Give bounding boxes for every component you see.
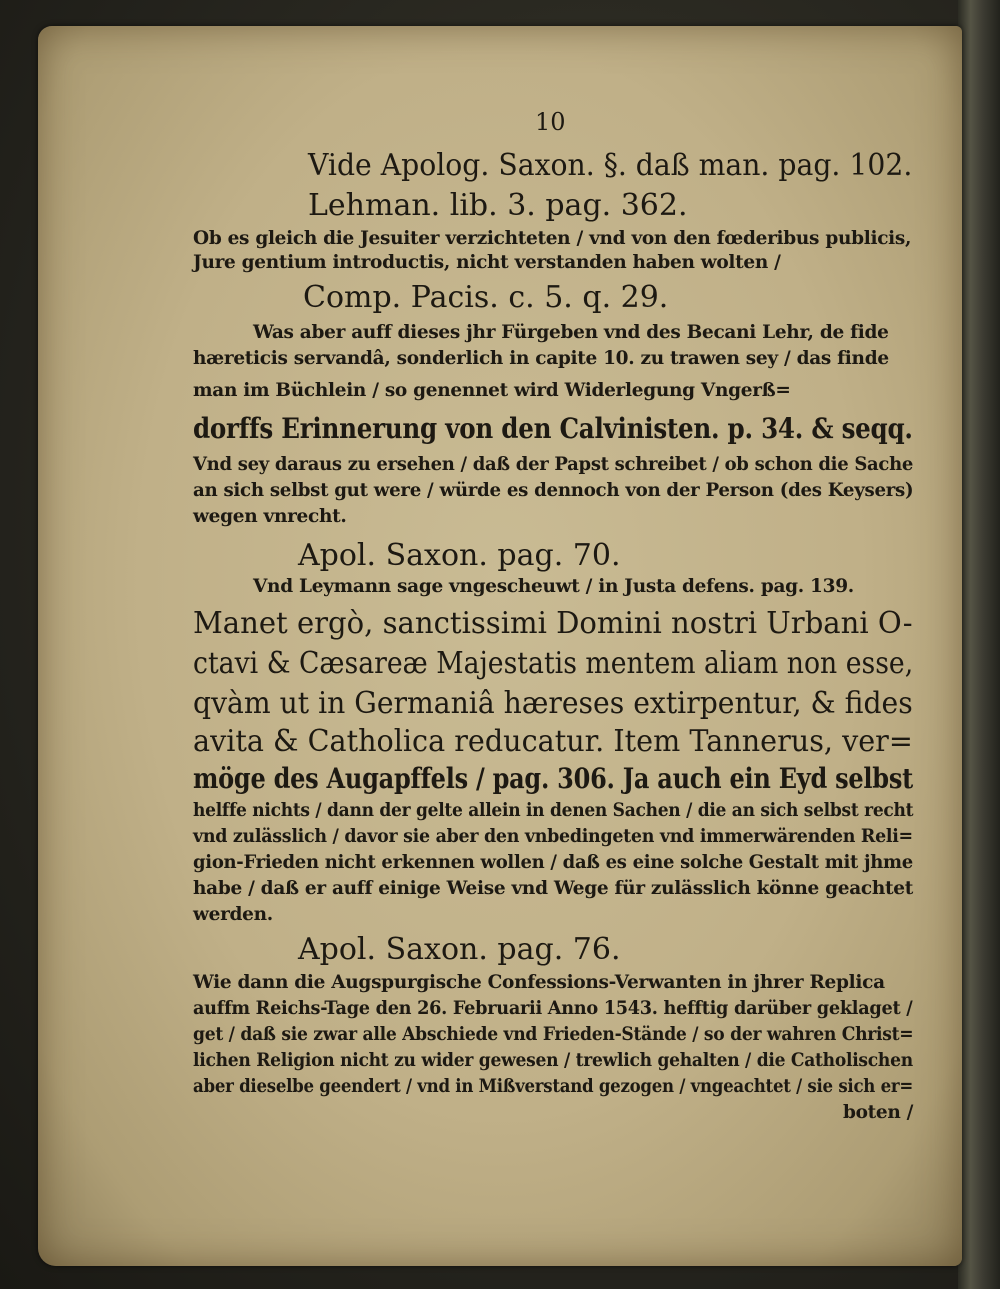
page-number: 10 [535, 108, 566, 136]
text-line: Apol. Saxon. pag. 76. [298, 932, 621, 967]
text-line: avita & Catholica reducatur. Item Tannerus, ver= [193, 724, 913, 759]
text-line: auffm Reichs-Tage den 26. Februarii Anno 1543. hefftig darüber geklaget / [193, 998, 913, 1019]
text-line: dorffs Erinnerung von den Calvinisten. p. 34. & seqq. [193, 412, 913, 445]
text-line: qvàm ut in Germaniâ hæreses extirpentur, & fides [193, 686, 913, 721]
text-line: boten / [843, 1102, 914, 1123]
text-line: möge des Augapffels / pag. 306. Ja auch ein Eyd selbst [193, 762, 913, 795]
text-line: Vnd Leymann sage vngescheuwt / in Justa defens. pag. 139. [253, 576, 854, 597]
text-line: Wie dann die Augspurgische Confessions-Verwanten in jhrer Replica [193, 972, 885, 993]
text-line: Jure gentium introductis, nicht verstanden haben wolten / [193, 252, 781, 273]
text-line: habe / daß er auff einige Weise vnd Wege für zulässlich könne geachtet [193, 878, 913, 899]
text-line: Comp. Pacis. c. 5. q. 29. [303, 280, 669, 315]
book-edge [958, 0, 1000, 1289]
text-line: Manet ergò, sanctissimi Domini nostri Urbani O- [193, 606, 913, 641]
text-line: man im Büchlein / so genennet wird Widerlegung Vngerß= [193, 380, 791, 401]
text-line: aber dieselbe geendert / vnd in Mißverstand gezogen / vngeachtet / sie sich er= [193, 1076, 913, 1097]
text-line: lichen Religion nicht zu wider gewesen / trewlich gehalten / die Catholischen [193, 1050, 913, 1071]
text-line: get / daß sie zwar alle Abschiede vnd Frieden-Stände / so der wahren Christ= [193, 1024, 914, 1045]
text-line: ctavi & Cæsareæ Majestatis mentem aliam non esse, [193, 646, 914, 681]
text-line: wegen vnrecht. [193, 506, 347, 527]
text-line: Ob es gleich die Jesuiter verzichteten / vnd von den fœderibus publicis, [193, 228, 912, 249]
text-line: helffe nichts / dann der gelte allein in denen Sachen / die an sich selbst recht [193, 800, 914, 821]
text-line: an sich selbst gut were / würde es dennoch von der Person (des Keysers) [193, 480, 914, 501]
text-line: Apol. Saxon. pag. 70. [298, 538, 621, 573]
text-line: gion-Frieden nicht erkennen wollen / daß es eine solche Gestalt mit jhme [193, 852, 913, 873]
text-line: werden. [193, 904, 273, 925]
text-line: vnd zulässlich / davor sie aber den vnbedingeten vnd immerwärenden Reli= [193, 826, 913, 847]
text-line: Lehman. lib. 3. pag. 362. [308, 188, 688, 223]
text-line: Vide Apolog. Saxon. §. daß man. pag. 102. [308, 148, 913, 183]
text-line: Vnd sey daraus zu ersehen / daß der Papst schreibet / ob schon die Sache [193, 454, 914, 475]
text-line: hæreticis servandâ, sonderlich in capite 10. zu trawen sey / das finde [193, 348, 889, 369]
text-line: Was aber auff dieses jhr Fürgeben vnd des Becani Lehr, de fide [253, 322, 889, 343]
